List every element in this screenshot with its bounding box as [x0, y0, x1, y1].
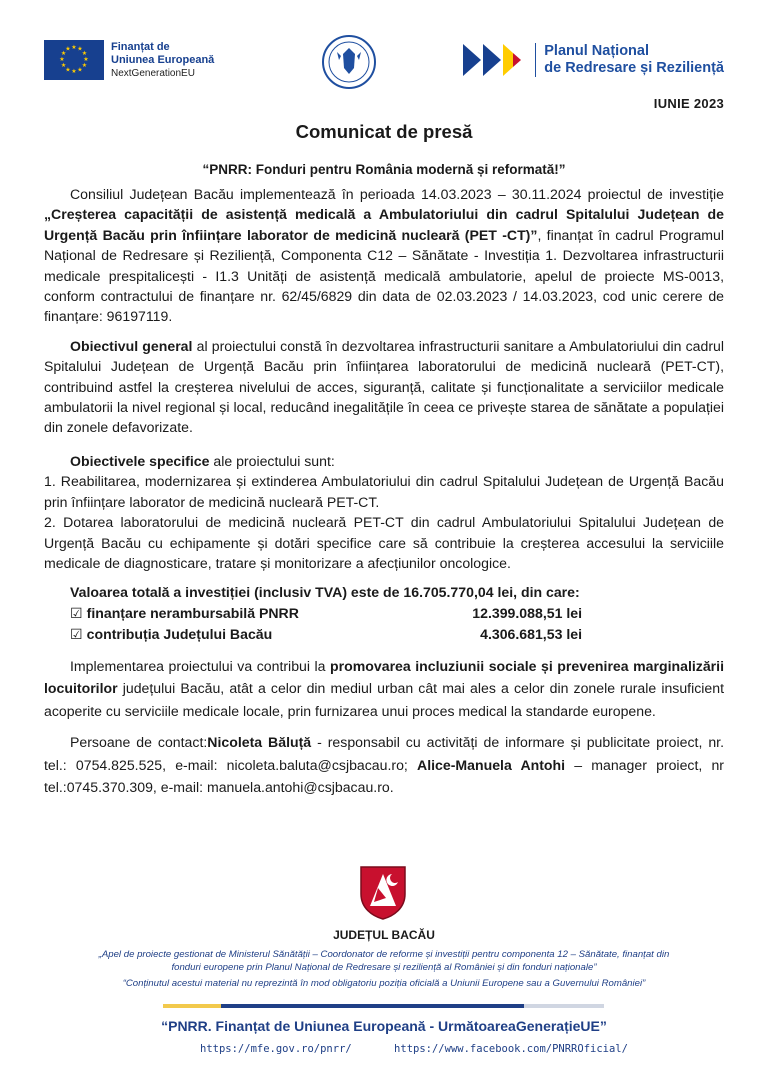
document-body	[44, 184, 724, 799]
specific-objective-1: 1. Reabilitarea, modernizarea și extinderea Ambulatoriului din cadrul Spitalului Județean de Urgență Bacău prin înființare laborator de medicină nucleară PET-CT.	[44, 473, 724, 510]
general-objective-text: al proiectului constă în dezvoltarea infrastructurii sanitare a Ambulatoriului din cadrul Spitalului Județean de Urgență Bacău prin înființarea laboratorului de medicină nucleară (PET-CT), contribuind astfel la creșterea nivelului de acces, siguranță, calitate și funcționalitate a serviciilor medicale ambulatorii la nivel regional și local, reducând inegalitățile în ceea ce privește starea de sănătate a populației din zonele defavorizate.	[44, 337, 724, 436]
eu-line2: Uniunea Europeană	[111, 53, 215, 66]
eu-flag-icon	[44, 40, 104, 80]
svg-text:★: ★	[77, 45, 83, 53]
subtitle: “PNRR: Fonduri pentru România modernă și reformată!”	[202, 162, 566, 177]
contact-name-2: Alice-Manuela Antohi	[417, 756, 566, 773]
link-mfe[interactable]: https://mfe.gov.ro/pnrr/	[200, 1043, 352, 1055]
eu-line3: NextGenerationEU	[111, 67, 195, 79]
contact-name-1: Nicoleta Băluță	[207, 734, 312, 751]
pnrr-line2: de Redresare și Reziliență	[544, 60, 724, 76]
investment-row2-value: 4.306.681,53 lei	[480, 626, 582, 643]
specific-objectives-text: ale proiectului sunt:	[209, 452, 335, 469]
county-name: JUDEȚUL BACĂU	[333, 928, 435, 942]
eu-line1: Finanțat de	[111, 40, 170, 53]
svg-text:★: ★	[77, 66, 83, 74]
page-title: Comunicat de presă	[295, 121, 473, 142]
investment-row2-label: contribuția Județului Bacău	[86, 626, 273, 643]
paragraph-project	[44, 184, 724, 327]
svg-text:★: ★	[65, 66, 71, 74]
eu-text	[111, 41, 214, 80]
impact-bold: promovarea incluziunii sociale și prevenirea marginalizării locuitorilor	[44, 657, 724, 697]
guvernul-romaniei-seal-icon	[321, 34, 377, 90]
svg-text:★: ★	[71, 68, 77, 75]
pnrr-logo	[463, 42, 724, 78]
impact-text: Implementarea proiectului va contribui la	[70, 657, 331, 674]
investment-row-county	[70, 624, 724, 646]
svg-text:★: ★	[71, 44, 77, 51]
investment-row-pnrr	[70, 603, 724, 625]
header	[44, 36, 724, 96]
impact-text-end: județului Bacău, atât a celor din mediul urban cât mai ales a celor din zonele rurale insuficient acoperite cu serviciile medicale locale, prin furnizarea unui proces medical la standarde europene.	[44, 680, 724, 719]
general-objective-label: Obiectivul general	[70, 337, 193, 354]
pnrr-line1: Planul Național	[544, 43, 650, 59]
specific-objectives-label: Obiectivele specifice	[70, 452, 210, 469]
svg-text:★: ★	[59, 56, 65, 63]
paragraph-impact	[44, 655, 724, 723]
bacau-county-crest-icon	[358, 864, 408, 920]
footer-links	[200, 1043, 664, 1055]
svg-text:★: ★	[83, 56, 89, 63]
pnrr-arrows-icon	[463, 42, 527, 78]
link-facebook[interactable]: https://www.facebook.com/PNRROficial/	[394, 1043, 628, 1055]
investment-row1-value: 12.399.088,51 lei	[472, 604, 582, 621]
eu-logo	[44, 40, 214, 80]
svg-text:★: ★	[60, 62, 67, 69]
footer-divider	[163, 1004, 604, 1008]
paragraph-contact	[44, 731, 724, 799]
date: IUNIE 2023	[653, 96, 724, 111]
footer-slogan: “PNRR. Finanțat de Uniunea Europeană - UrmătoareaGenerațieUE”	[161, 1018, 607, 1034]
checkbox-icon: ☑	[70, 605, 83, 622]
contact-details-1: - responsabil cu activități de informare și publicitate proiect, nr. tel.: 0754.825.525, e-mail: nicoleta.baluta@csjbacau.ro;	[44, 734, 724, 773]
paragraph-specific-objectives	[44, 451, 724, 471]
specific-objective-2: 2. Dotarea laboratorului de medicină nucleară PET-CT din cadrul Ambulatoriului Spitalului Județean de Urgență Bacău cu echipamente și dotări specifice care să contribuie la creșterea accesului la serviciile medicale de diagnosticare, tratare și monitorizare a afecțiunilor oncologice.	[44, 514, 724, 571]
contact-label: Persoane de contact:	[70, 734, 208, 751]
project-title: „Creșterea capacității de asistență medicală a Ambulatoriului din cadrul Spitalului Județean de Urgență Bacău prin înființare laborator de medicină nucleară (PET -CT)”	[44, 206, 724, 243]
svg-text:★: ★	[65, 45, 71, 53]
paragraph-general-objective	[44, 336, 724, 438]
contact-details-2: – manager proiect, nr tel.:0745.370.309, e-mail: manuela.antohi@csjbacau.ro.	[44, 756, 724, 796]
footer-note-funding: „Apel de proiecte gestionat de Ministerul Sănătății – Coordonator de reforme și investiții pentru componenta 12 – Sănătate, finanțat din fonduri europene prin Planul Național de Redresare și reziliență al României și din fonduri naționale”	[98, 949, 670, 973]
investment-total: Valoarea totală a investiției (inclusiv TVA) este de 16.705.770,04 lei, din care:	[70, 584, 580, 601]
investment-row1-label: finanțare nerambursabilă PNRR	[86, 604, 299, 621]
footer-note-disclaimer: “Conținutul acestui material nu reprezintă în mod obligatoriu poziția oficială a Uniunii Europene sau a Guvernului României”	[122, 978, 646, 989]
svg-text:★: ★	[81, 50, 88, 57]
para1-text: Consiliul Județean Bacău implementează în perioada 14.03.2023 – 30.11.2024 proiectul de investiție	[70, 186, 724, 202]
investment-block	[44, 582, 724, 646]
checkbox-icon: ☑	[70, 627, 83, 644]
pnrr-text	[535, 43, 724, 77]
svg-text:★: ★	[81, 62, 88, 69]
svg-text:★: ★	[60, 50, 67, 57]
para1-text-end: , finanțat în cadrul Programul Național de Redresare și Reziliență, Componenta C12 – Sănătate - Investiția 1. Dezvoltarea infrastructurii medicale prespitalicești - I1.3 Unități de asistență medicală ambulatorie, apelul de proiecte MS-0013, conform contractului de finanțare nr. 62/45/6829 din data de 02.03.2023 / 14.03.2023, cod unic cerere de finanțare: 96197119.	[44, 226, 724, 325]
